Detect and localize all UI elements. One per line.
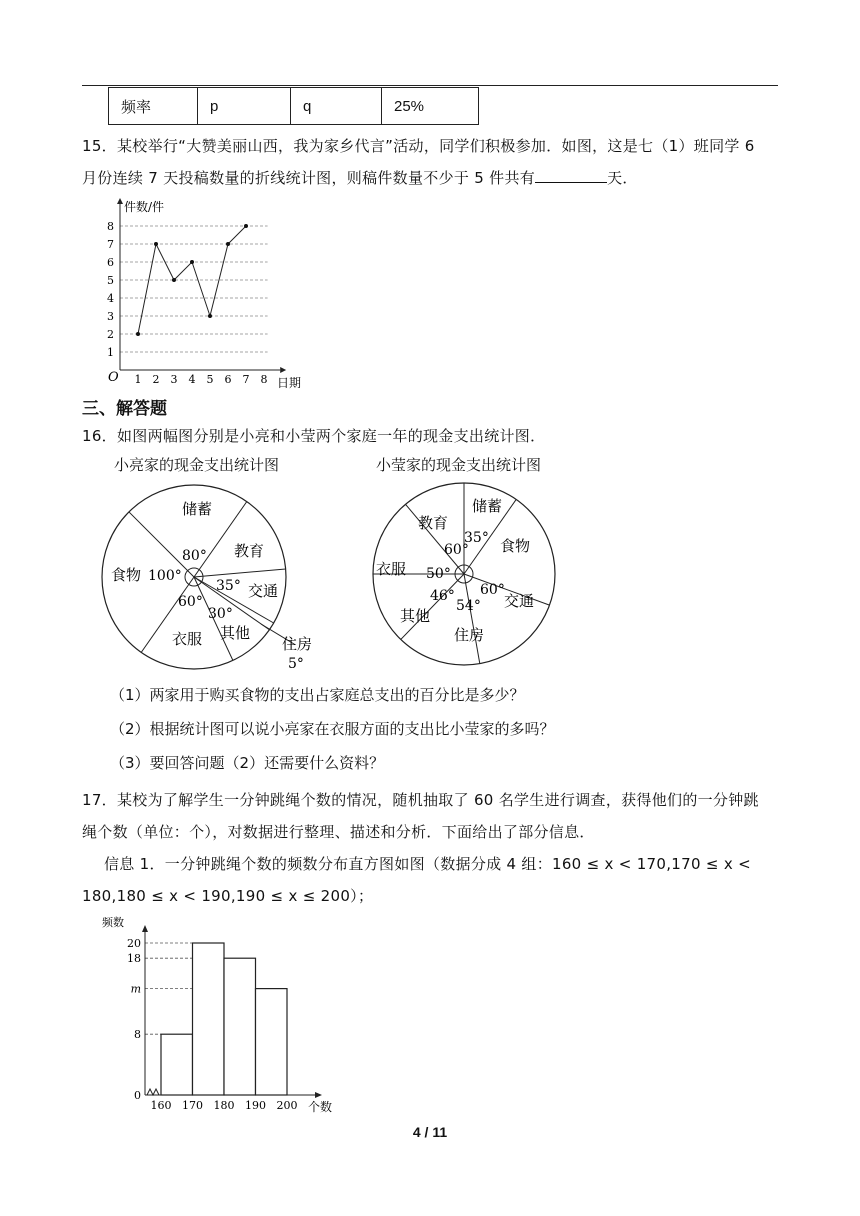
question-17-line2: 绳个数（单位：个），对数据进行整理、描述和分析．下面给出了部分信息． <box>82 823 595 841</box>
x-tick-label: 6 <box>224 373 232 386</box>
pie2-angle-label: 35° <box>464 530 489 546</box>
question-17-line4: 180,180 ≤ x < 190,190 ≤ x ≤ 200）； <box>82 887 374 905</box>
data-point <box>154 242 158 246</box>
y-tick-label: 18 <box>127 952 141 966</box>
section-heading: 三、解答题 <box>82 399 167 419</box>
pie-chart-xiaoying <box>368 478 568 668</box>
pie2-label-education: 教育 <box>418 514 449 532</box>
x-tick-label: 8 <box>260 373 268 386</box>
y-tick-label: 0 <box>134 1089 141 1102</box>
table-cell: 25% <box>382 88 479 125</box>
x-tick-label: 2 <box>152 373 160 386</box>
x-tick-label: 170 <box>182 1099 203 1112</box>
line-chart-axes <box>117 198 286 373</box>
pie1-label-clothes: 衣服 <box>172 630 203 648</box>
pie2-angle-label: 54° <box>456 598 481 614</box>
y-tick-label: 1 <box>107 346 114 359</box>
answer-blank[interactable] <box>535 165 607 183</box>
pie2-label-food: 食物 <box>500 537 531 555</box>
histogram-bar <box>224 958 256 1095</box>
pie2-angle-label: 60° <box>444 542 469 558</box>
y-tick-label: 3 <box>107 310 114 323</box>
data-point <box>244 224 248 228</box>
pie1-label-education: 教育 <box>234 542 265 560</box>
pie-slice-4 <box>464 574 480 664</box>
y-tick-label: 7 <box>107 238 114 251</box>
pie1-angle-label: 5° <box>288 656 304 672</box>
x-tick-label: 200 <box>276 1099 298 1112</box>
question-15-line2a: 月份连续 7 天投稿数量的折线统计图，则稿件数量不少于 5 件共有 <box>82 169 536 187</box>
data-point <box>226 242 230 246</box>
histogram-ylabel: 频数 <box>102 916 124 929</box>
pie2-label-clothes: 衣服 <box>376 560 407 578</box>
x-tick-label: 180 <box>213 1099 235 1112</box>
y-tick-label: 8 <box>134 1028 141 1042</box>
pie1-title: 小亮家的现金支出统计图 <box>114 456 280 474</box>
pie1-angle-label: 80° <box>182 548 207 564</box>
line-chart-origin: O <box>108 370 119 385</box>
line-chart-xlabel: 日期 <box>277 376 302 390</box>
pie1-label-transport: 交通 <box>248 582 279 600</box>
data-point <box>190 260 194 264</box>
table-cell: 频率 <box>109 88 198 125</box>
pie1-label-savings: 储蓄 <box>182 500 213 518</box>
pie2-angle-label: 60° <box>480 582 505 598</box>
question-15-line2b: 天． <box>607 169 638 187</box>
pie1-label-other: 其他 <box>220 624 251 642</box>
y-tick-label: 6 <box>107 256 114 269</box>
histogram-chart <box>100 914 340 1119</box>
histogram-bars <box>161 943 287 1095</box>
table-row <box>109 88 479 125</box>
pie1-label-food: 食物 <box>111 566 142 584</box>
pie1-angle-label: 35° <box>216 578 241 594</box>
page-number: 4 / 11 <box>412 1124 448 1140</box>
table-cell: p <box>198 88 291 125</box>
question-16-stem: 16．如图两幅图分别是小亮和小莹两个家庭一年的现金支出统计图． <box>82 427 546 445</box>
data-point <box>208 314 212 318</box>
y-tick-label: m <box>130 982 141 996</box>
y-axis-arrow <box>142 925 148 932</box>
y-tick-label: 4 <box>107 292 114 305</box>
pie1-angle-label: 100° <box>148 568 182 584</box>
table-cell: q <box>291 88 382 125</box>
line-chart <box>100 196 320 392</box>
x-tick-label: 7 <box>242 373 250 386</box>
question-16-sub2: （2）根据统计图可以说小亮家在衣服方面的支出比小莹家的多吗？ <box>110 720 555 738</box>
histogram-bar <box>161 1034 193 1095</box>
y-tick-label: 8 <box>107 220 114 233</box>
x-tick-label: 4 <box>188 373 196 386</box>
histogram-bar <box>256 989 288 1095</box>
axis-break-mark <box>147 1089 159 1095</box>
pie2-label-other: 其他 <box>400 607 431 625</box>
y-axis-arrow <box>117 198 123 204</box>
x-tick-label: 3 <box>170 373 178 386</box>
pie1-angle-label: 60° <box>178 594 203 610</box>
pie2-label-transport: 交通 <box>504 592 535 610</box>
data-point <box>172 278 176 282</box>
pie1-label-housing: 住房 <box>282 635 313 653</box>
pie2-angle-label: 46° <box>430 588 455 604</box>
x-tick-label: 5 <box>206 373 214 386</box>
y-tick-label: 20 <box>127 937 141 950</box>
question-16-sub3: （3）要回答问题（2）还需要什么资料？ <box>110 754 385 772</box>
question-17-line1: 17．某校为了解学生一分钟跳绳个数的情况，随机抽取了 60 名学生进行调查，获得他们的一分钟跳 <box>82 791 759 809</box>
question-15-line2 <box>82 162 782 194</box>
x-tick-label: 160 <box>150 1099 172 1112</box>
pie1-angle-label: 30° <box>208 606 233 622</box>
line-chart-ticks <box>107 220 268 386</box>
pie-chart-xiaoliang <box>96 484 356 674</box>
question-17 <box>82 784 782 912</box>
pie2-label-savings: 储蓄 <box>472 497 503 515</box>
pie2-title: 小莹家的现金支出统计图 <box>376 456 542 474</box>
pie2-label-housing: 住房 <box>454 626 485 644</box>
line-chart-grid <box>120 226 268 352</box>
histogram-xlabel: 个数 <box>308 1100 333 1114</box>
question-15 <box>82 130 782 194</box>
pie2-angle-label: 50° <box>426 566 451 582</box>
frequency-table <box>108 87 479 125</box>
pie-slice-3 <box>194 569 286 577</box>
y-tick-label: 5 <box>107 274 114 287</box>
question-16-sub1: （1）两家用于购买食物的支出占家庭总支出的百分比是多少？ <box>110 686 525 704</box>
line-chart-ylabel: 件数/件 <box>124 200 165 214</box>
x-axis-arrow <box>280 367 286 373</box>
x-axis-arrow <box>315 1092 322 1098</box>
histogram-bar <box>193 943 225 1095</box>
x-tick-label: 190 <box>245 1099 266 1112</box>
question-17-line3: 信息 1．一分钟跳绳个数的频数分布直方图如图（数据分成 4 组：160 ≤ x < 170,170 ≤ x < <box>104 855 751 873</box>
header-rule <box>82 85 778 86</box>
question-15-line1: 15．某校举行“大赞美丽山西，我为家乡代言”活动，同学们积极参加．如图，这是七（1）班同学 6 <box>82 137 755 155</box>
y-tick-label: 2 <box>107 328 114 341</box>
x-tick-label: 1 <box>134 373 142 386</box>
data-point <box>136 332 140 336</box>
